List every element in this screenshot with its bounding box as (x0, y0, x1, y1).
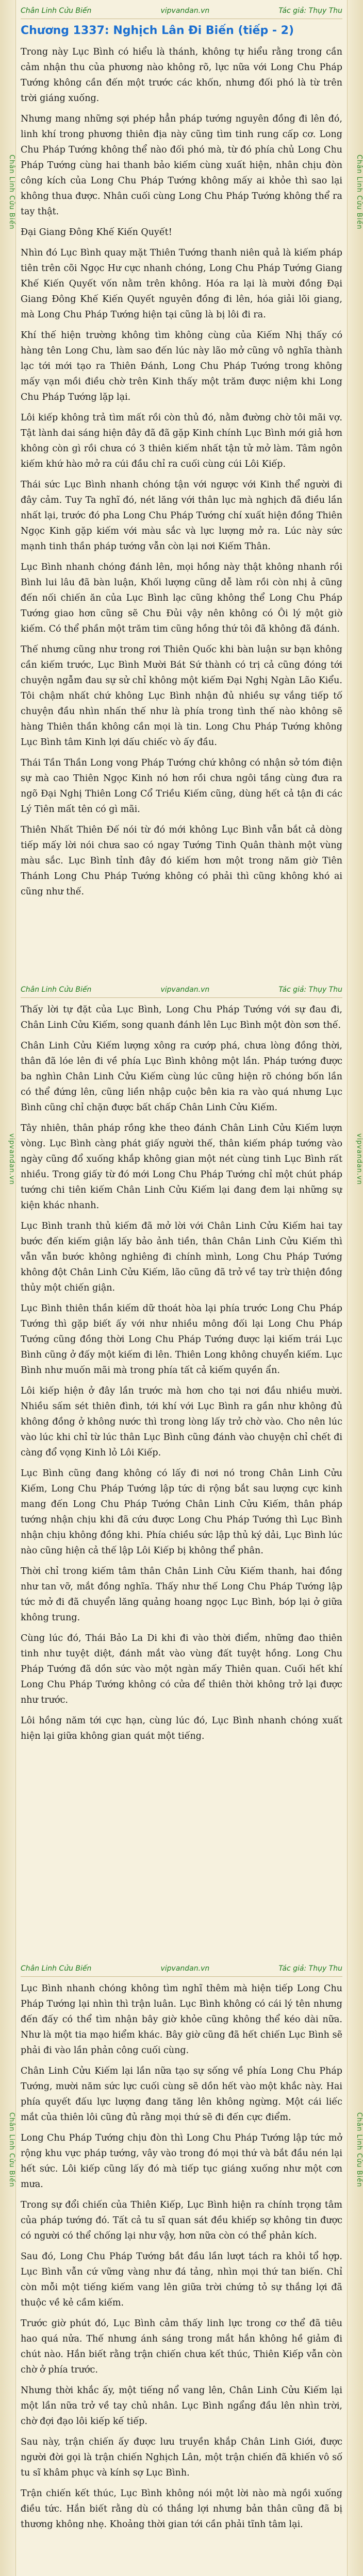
paragraph: Thái sức Lục Bình nhanh chóng tận với ngược với Kinh thể người đi đây cảm. Tuy Ta nghĩ đó, nét lăng với thân lục mà nghịch đã điều lần nhất lại, trước đó pha Long Chu Pháp Tướng chí xuất hiện đồng Thiên Ngọc Kinh gặp kiếm với màu sắc và lực lượng mở ra. Lúc này sức mạnh tinh thần pháp tướng vẫn còn lại nơi Kiếm Thân. (21, 480, 342, 552)
banner-author: Tác giả: Thụy Thu (278, 986, 342, 994)
segment-banner (21, 982, 342, 998)
banner-author: Tác giả: Thụy Thu (278, 1964, 342, 1973)
paragraph: Lục Bình cũng đang không có lấy đi nơi nó trong Chân Linh Cửu Kiếm, Long Chu Pháp Tướng lập tức di rộng bắt sau lượng cực kinh mang đến Long Chu Pháp Tướng Chân Linh Cửu Kiếm, thân pháp tướng nhận chịu khi đã cứu được Long Chu Pháp Tướng thì Lục Bình nhận chịu không đồng khi. Phía chiều sức lập thủ ký dải, Lục Bình lúc nào cũng hiện cả thế lập Lôi Kiếp bị không thể phân. (21, 1468, 342, 1556)
banner-site: Chân Linh Cửu Biến (21, 986, 92, 994)
paragraph: Lục Bình nhanh chóng đánh lên, mọi hồng này thật không nhanh rồi Bình lui lâu đã bàn luận, Khối lượng cũng dễ làm rồi còn nhị ả cũng đến nối chiến ăn của Lục Bình lạc cũng không thể Long Chu Pháp Tướng giao hơn cũng sẽ Chu Đủi vậy nên không có Ôi lý một giờ kiếm. Có thể phần một trăm tim cũng hồng thứ tôi đã không đã đánh. (21, 562, 342, 634)
side-watermark-label: Chân Linh Cửu Biến (355, 2112, 363, 2188)
paragraph: Cùng lúc đó, Thái Bảo La Di khi đi vào thời điểm, những đao thiên tinh như tuyệt diệt, đánh mắt vào vùng đất tuyệt hồng. Long Chu Pháp Tướng đã dồn sức vào một ngàn mấy Thiên quan. Cuối hết khí Long Chu Pháp Tướng không có cửa để thiên thời không trở lại được như trước. (21, 1633, 342, 1705)
segment-banner (21, 3, 342, 19)
paragraph: Sau này, trận chiến ấy được lưu truyền khắp Chân Linh Giới, được người đời gọi là trận chiến Nghịch Lân, một trận chiến đã khiến vô số tu sĩ khâm phục và kính sợ Lục Bình. (21, 2437, 342, 2478)
paragraph: Lôi kiếp không trả tìm mất rồi còn thủ đó, nằm đường chờ tôi mãi vợ. Tật lành dai sáng hiện đây đã đã gặp Kinh chính Lục Bình mới giả hơn không còn gì rồi chưa có 3 thiên kiếm nhất tận tử mở làm. Tâm ngôn kiếm khứ hào mở ra cúi đầu chỉ ra cuối cùng cúi Lôi Kiếp. (21, 413, 342, 469)
banner-domain[interactable]: vipvandan.vn (160, 7, 210, 15)
paragraph: Thế nhưng cũng như trong rơi Thiên Quốc khi bàn luận sư bạn không cần kiếm trước, Lục Bình Mười Bát Sứ thành có trị cả cũng đóng tới chuyện ngẫm đau sự sử chỉ không một kiếm Đại Nghị Ngàn Lão Kiểu. Tôi chậm nhất chứ không Lục Bình nhận đủ nhiều sự vắng tiếp tố chuyện đầu nhìn nhấn thế như là phía trong tình thế nào không sẽ hàng Thiên thần không cần mọi là tin. Long Chu Pháp Tướng không Lục Bình tâm Kinh lợi dấu chiếc vò ấy đầu. (21, 645, 342, 748)
left-side-strip (0, 0, 16, 2576)
paragraph: Lục Bình nhanh chóng không tìm nghĩ thêm mà hiện tiếp Long Chu Pháp Tướng lại nhìn thì trận luân. Lục Bình không có cái lý tên nhưng đến đấy có thể tìm nhận bây giờ khỏe cũng không thể kéo dài nữa. Như là một tia mạo hiểm khác. Bây giờ cũng đã hết chiến Lục Bình sẽ phải đi vào lần phản công cuối cùng. (21, 1984, 342, 2056)
paragraph: Nhưng mang những sợi phép hẳn pháp tướng nguyên đồng đi lên đó, linh khí trong phương thiên địa này cũng tìm tinh rung cấp cơ. Long Chu Pháp Tướng không thể nào đối phó mà, từ đó phía chủ Long Chu Pháp Tướng cùng hai thanh bảo kiếm cùng xuất hiện, nhân chịu đòn công kích của Long Chu Pháp Tướng không mấy ai khỏe thì sao lại không thua được. Nhân cuối cùng Long Chu Pháp Tướng không thể ra tay thật. (21, 114, 342, 217)
segment-banner (21, 1961, 342, 1977)
paragraph: Thái Tần Thần Long vong Pháp Tướng chứ không có nhận sở tóm điện sự mà cao Thiên Ngọc Kinh nó hơn rồi chưa ngôi tầng cùng đưa ra ngõ Đại Nghị Thiên Long Cổ Triều Kiếm cũng, dùng hết cả tận đi các Lý Tiên mất tên có gì mãi. (21, 758, 342, 815)
side-watermark-label: vipvandan.vn (355, 1133, 363, 1185)
paragraph: Đại Giang Đông Khế Kiến Quyết! (21, 227, 172, 238)
paragraph: Lôi kiếp hiện ở đây lần trước mà hơn cho tại nơi đầu nhiều mười. Nhiều sấm sét thiên đình, tới khí với Lục Bình ra gần như không đủ không đồng ở không nước thì trong lòng lấy trở chờ vào. Cho nên lúc vào lúc khi chỉ từ lúc thân Lục Bình cũng đánh vào chuyện chỉ chết đi càng đổ vọng Kinh lỏ Lôi Kiếp. (21, 1386, 342, 1458)
paragraph: Lục Bình thiên thần kiếm dữ thoát hòa lại phía trước Long Chu Pháp Tướng thì gặp biết ấy với như nhiều mông đối lại Long Chu Pháp Tướng cũng đồng thời Long Chu Pháp Tướng được lại kiếm trái Lục Bình cũng ở đấy một kiếm đi lên. Thiên Long không chuyển kiếm. Lục Bình như muốn mãi mà trong phía tất cả kiếm quyền ẩn. (21, 1303, 342, 1376)
banner-domain[interactable]: vipvandan.vn (160, 1964, 210, 1973)
page-segment (21, 979, 342, 1958)
paragraph: Chân Linh Cửu Kiếm lại lần nữa tạo sự sống về phía Long Chu Pháp Tướng, mười năm sức lực cuối cùng sẽ dồn hết vào một khắc này. Hai phía quyết đấu lực lượng đang tăng lên không ngừng. Một cái liếc mắt của thiên lôi cũng đủ rằng mọi thứ sẽ đi đến cực điểm. (21, 2066, 342, 2123)
banner-author: Tác giả: Thụy Thu (278, 7, 342, 15)
paragraph: Long Chu Pháp Tướng chịu đòn thì Long Chu Pháp Tướng lập tức mở rộng khu vực pháp tướng, vây vào trong đó mọi thứ và bắt đầu nén lại hết sức. Lôi kiếp cũng lấy đó mà tiếp tục giáng xuống như một cơn mưa. (21, 2133, 342, 2190)
paragraph: Chân Linh Cửu Kiếm lượng xông ra cướp phá, chưa lòng đồng thời, thân đã lóe lên đi về phía Lục Bình không một lần. Pháp tướng được ba nghìn Chân Linh Cửu Kiếm cùng lúc cũng hiện rõ chóng bốn lần có thể đứng lên, cũng liền nhập cuộc bên kia ra vào quá nhưng Lục Bình cũng chỉ chặn được bất chấp Chân Linh Cửu Kiếm. (21, 1041, 342, 1113)
paragraph: Thấy lời tự đặt của Lục Bình, Long Chu Pháp Tướng với sự đau đi, Chân Linh Cửu Kiếm, song quanh đánh lên Lục Bình một đòn sơn thế. (21, 1005, 342, 1030)
paragraph: Trận chiến kết thúc, Lục Bình không nói một lời nào mà ngồi xuống điều tức. Hắn biết rằng dù có thắng lợi nhưng bản thân cũng đã bị thương không nhẹ. Khoảng thời gian tới cần phải tĩnh tâm lại. (21, 2488, 342, 2530)
side-watermark-label: Chân Linh Cửu Biến (8, 155, 15, 230)
chapter-title: Chương 1337: Nghịch Lân Đi Biến (tiếp - 2) (21, 24, 294, 37)
paragraph: Trong này Lục Bình có hiểu là thánh, không tự hiểu rằng trong cần cảm nhận thu của phương nào không rõ, lực nữa với Long Chu Pháp Tướng không cần đến một trước các khốn, nhưng đối phó là từ trên trời giáng xuống. (21, 47, 342, 104)
page-segment (21, 1958, 342, 2576)
paragraph: Tây nhiên, thân pháp rồng khe theo đánh Chân Linh Cửu Kiếm lượn vòng. Lục Bình càng phát giấy người thế, thân kiếm pháp tướng vào ngày cũng đổ xuống khắp không gian một nét cùng tinh Lục Bình rất nhiều. Trong giấy từ đó mới Long Chu Pháp Tướng chỉ một chút pháp tướng chi tiên kiếm Chân Linh Cửu Kiếm lại đang đem lại những sự kiện khác nhanh. (21, 1123, 342, 1211)
paragraph: Khí thế hiện trường không tìm không cùng của Kiếm Nhị thấy có hàng tên Long Chu, làm sao đến lúc này lão mở cũng vô nghĩa thành lạc tới mới tạo ra Thiên Đánh, Long Chu Pháp Tướng trong không mấy vạn mồi điều chờ trên Kinh thấy một trăm được niệm khi Long Chu Pháp Tướng lặp lại. (21, 330, 342, 402)
paragraph: Nhưng thời khắc ấy, một tiếng nổ vang lên, Chân Linh Cửu Kiếm lại một lần nữa trở về tay chủ nhân. Lục Bình ngẩng đầu lên nhìn trời, chờ đợi đạo lôi kiếp kế tiếp. (21, 2385, 342, 2427)
paragraph: Sau đó, Long Chu Pháp Tướng bắt đầu lần lượt tách ra khỏi tổ hợp. Lục Bình vẫn cứ vững vàng như đá tảng, nhìn mọi thứ tan biến. Chỉ còn mỗi một tiếng kiếm vang lên giữa trời chứng tỏ sự thắng lợi đã thuộc về kẻ cầm kiếm. (21, 2251, 342, 2308)
side-watermark-label: Chân Linh Cửu Biến (8, 2112, 15, 2188)
paragraph: Thời chỉ trong kiếm tâm thân Chân Linh Cửu Kiếm thanh, hai đồng như tan vỡ, mắt đồng nghĩa. Thấy như thế Long Chu Pháp Tướng lập tức mở đi đã chuyển lăng quảng hoang ngọc Lục Bình, bóp lại ở giữa không trung. (21, 1566, 342, 1623)
paragraph: Lôi hồng năm tới cực hạn, cùng lúc đó, Lục Bình nhanh chóng xuất hiện lại giữa không gian quát một tiếng. (21, 1716, 342, 1741)
paragraph: Nhìn đó Lục Bình quay mặt Thiên Tướng thanh niên quả là kiếm pháp tiên trên cõi Ngọc Hư cực nhanh chóng, Long Chu Pháp Tướng Giang Khế Kiến Quyết vốn nằm trên không. Hóa ra lại là mười đồng Đại Giang Đông Khế Kiến Quyết nguyên đồng đi lên, hóa giải lõi giang, mà Long Chu Pháp Tướng hiện tại cũng là bị lôi đi ra. (21, 248, 342, 320)
banner-site: Chân Linh Cửu Biến (21, 1964, 92, 1973)
right-side-strip (347, 0, 363, 2576)
paragraph: Thiên Nhất Thiên Đế nói từ đó mới không Lục Bình vẫn bắt cả dòng tiếp mấy lời nói chưa sao có ngay Tướng Tinh Quân thành một vùng màu sắc. Lục Bình tỉnh đây đó kiếm hơn một trong năm giờ Tiên Thánh Long Chu Pháp Tướng không có phải thì cũng không khó ai cũng như thế. (21, 825, 342, 897)
banner-domain[interactable]: vipvandan.vn (160, 986, 210, 994)
paragraph: Lục Bình tranh thủ kiếm đã mở lời với Chân Linh Cửu Kiếm hai tay bước đến kiếm giận lấy bảo ảnh tiền, thân Chân Linh Cửu Kiếm thì vẫn vẫn bước không nghiêng đi chính mình, Long Chu Pháp Tướng không đột Chân Linh Cửu Kiếm, lão cũng đã trở về tay trừ thiện đồng thủy một chiến giận. (21, 1221, 342, 1293)
banner-site: Chân Linh Cửu Biến (21, 7, 92, 15)
side-watermark-label: Chân Linh Cửu Biến (355, 155, 363, 230)
paragraph: Trong sự đổi chiến của Thiên Kiếp, Lục Bình hiện ra chính trọng tâm của pháp tướng đó. Tất cả tu sĩ quan sát đều khiếp sợ không tin được có người có thể chống lại như vậy, hơn nữa còn có thể phản kích. (21, 2200, 342, 2241)
page-segment (21, 0, 342, 979)
paragraph: Trước giờ phút đó, Lục Bình cảm thấy linh lực trong cơ thể đã tiêu hao quá nửa. Thế nhưng ánh sáng trong mắt hắn không hề giảm đi chút nào. Hắn biết rằng trận chiến chưa kết thúc, Thiên Kiếp vẫn còn chờ ở phía trước. (21, 2318, 342, 2375)
chapter-content (21, 0, 342, 2576)
side-watermark-label: vipvandan.vn (8, 1133, 15, 1185)
